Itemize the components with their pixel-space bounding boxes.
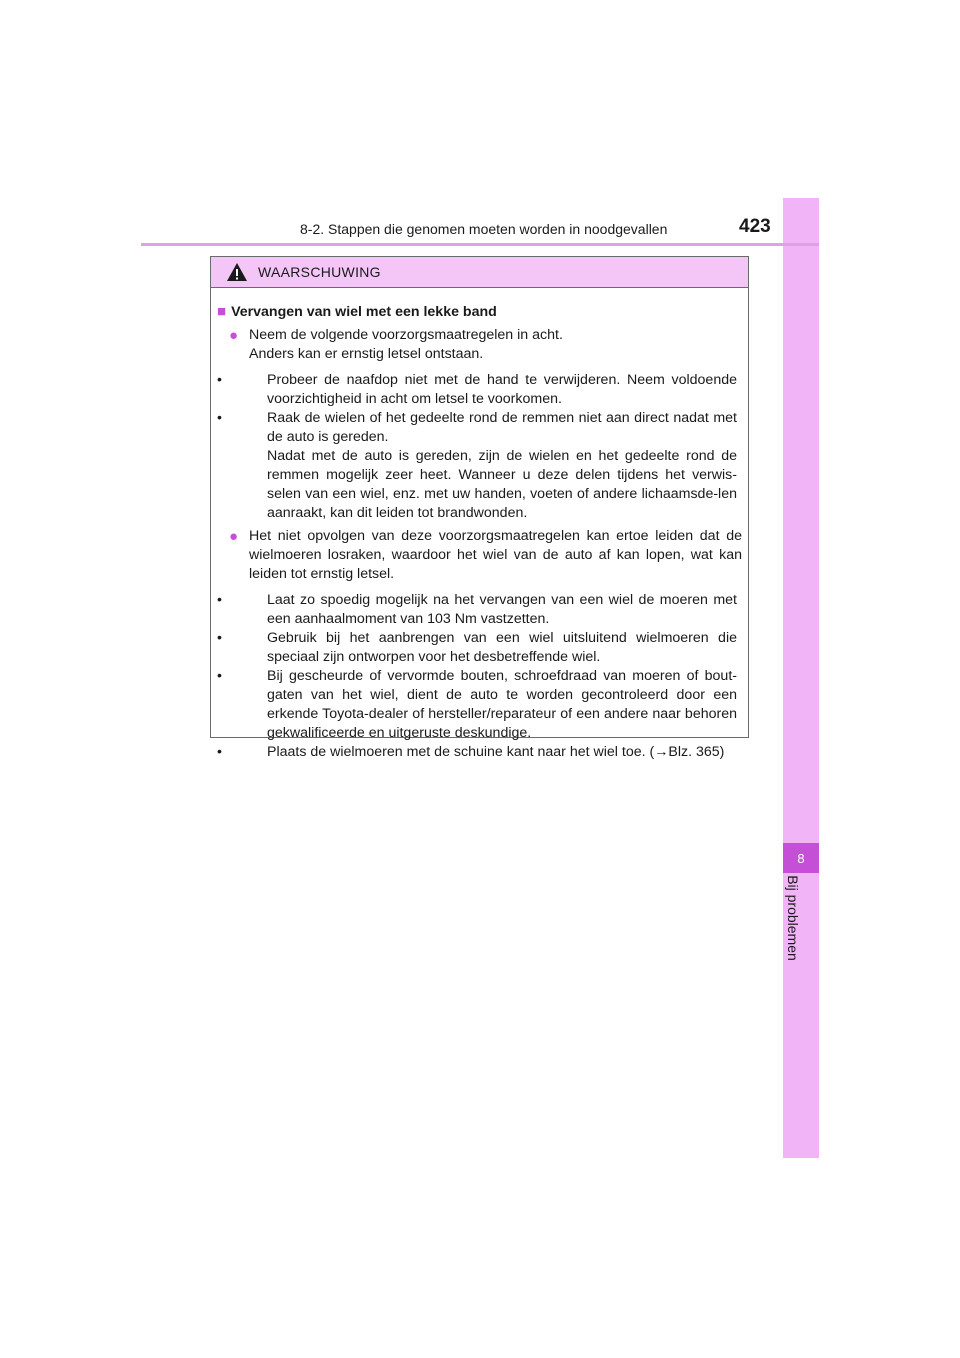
sub-list-item: • Laat zo spoedig mogelijk na het vervangen van een wiel de moeren met een aanhaalmoment van 103 Nm vastzetten.	[217, 591, 742, 629]
warning-box	[210, 256, 749, 760]
warning-header	[211, 257, 748, 288]
list-item-text: Neem de volgende voorzorgsmaatregelen in acht. Anders kan er ernstig letsel ontstaan.	[249, 327, 563, 362]
section-title-text: Vervangen van wiel met een lekke band	[231, 304, 497, 320]
sub-list	[217, 591, 742, 762]
page-header-title: 8-2. Stappen die genomen moeten worden in noodgevallen	[300, 221, 668, 237]
page-reference-link[interactable]: Plaats de wielmoeren met de schuine kant naar het wiel toe. (→Blz. 365)	[267, 744, 725, 760]
page-number: 423	[739, 216, 771, 237]
chapter-side-tab	[783, 198, 819, 1158]
sub-list-item-text: Bij gescheurde of vervormde bouten, schroefdraad van moeren of bout-gaten van het wiel, dient de auto te worden gecontroleerd door een erkende Toyota-dealer of hersteller/reparateur of een andere naar behoren gekwalificeerde en uitgeruste deskundige.	[267, 668, 737, 741]
section-title	[217, 302, 742, 322]
sub-list-item: • Plaats de wielmoeren met de schuine kant naar het wiel toe. (→Blz. 365)	[217, 743, 742, 762]
sub-list-item: • Probeer de naafdop niet met de hand te verwijderen. Neem voldoende voorzichtigheid in acht om letsel te voorkomen.	[217, 371, 742, 409]
warning-label: WAARSCHUWING	[258, 264, 381, 280]
chapter-label: Bij problemen	[785, 875, 801, 961]
warning-body	[211, 288, 748, 762]
list-item-text: Het niet opvolgen van deze voorzorgsmaatregelen kan ertoe leiden dat de wielmoeren losraken, waardoor het wiel van de auto af kan lopen, wat kan leiden tot ernstig letsel.	[249, 528, 742, 582]
sub-list-item: • Bij gescheurde of vervormde bouten, schroefdraad van moeren of bout-gaten van het wiel, dient de auto te worden gecontroleerd door een erkende Toyota-dealer of hersteller/reparateur of een andere naar behoren gekwalificeerde en uitgeruste deskundige.	[217, 667, 742, 743]
sub-list-item: • Gebruik bij het aanbrengen van een wiel uitsluitend wielmoeren die speciaal zijn ontworpen voor het desbetreffende wiel.	[217, 629, 742, 667]
round-bullet-icon: ●	[229, 327, 239, 344]
sub-list-item: • Raak de wielen of het gedeelte rond de remmen niet aan direct nadat met de auto is gereden. Nadat met de auto is gereden, zijn de wielen en het gedeelte rond de remmen mogelijk zeer heet. Wanneer u deze delen tijdens het verwis-selen van een wiel, enz. met uw handen, voeten of andere lichaamsde-len aanraakt, kan dit leiden tot brandwonden.	[217, 409, 742, 523]
sub-list-item-text: Gebruik bij het aanbrengen van een wiel uitsluitend wielmoeren die speciaal zijn ontworpen voor het desbetreffende wiel.	[267, 630, 737, 665]
sub-list	[217, 371, 742, 523]
chapter-number-badge: 8	[783, 843, 819, 873]
list-item	[217, 527, 742, 584]
header-divider	[141, 243, 819, 246]
sub-list-item-text: Raak de wielen of het gedeelte rond de remmen niet aan direct nadat met de auto is gereden. Nadat met de auto is gereden, zijn de wielen en het gedeelte rond de remmen mogelijk zeer heet. Wanneer u deze delen tijdens het verwis-selen van een wiel, enz. met uw handen, voeten of andere lichaamsde-len aanraakt, kan dit leiden tot brandwonden.	[267, 410, 737, 521]
list-item	[217, 326, 742, 364]
sub-list-item-text: Laat zo spoedig mogelijk na het vervangen van een wiel de moeren met een aanhaalmoment van 103 Nm vastzetten.	[267, 592, 737, 627]
round-bullet-icon: ●	[229, 528, 239, 545]
square-bullet-icon: ■	[217, 303, 227, 320]
sub-list-item-text: Probeer de naafdop niet met de hand te verwijderen. Neem voldoende voorzichtigheid in acht om letsel te voorkomen.	[267, 372, 737, 407]
warning-triangle-icon	[226, 262, 248, 282]
